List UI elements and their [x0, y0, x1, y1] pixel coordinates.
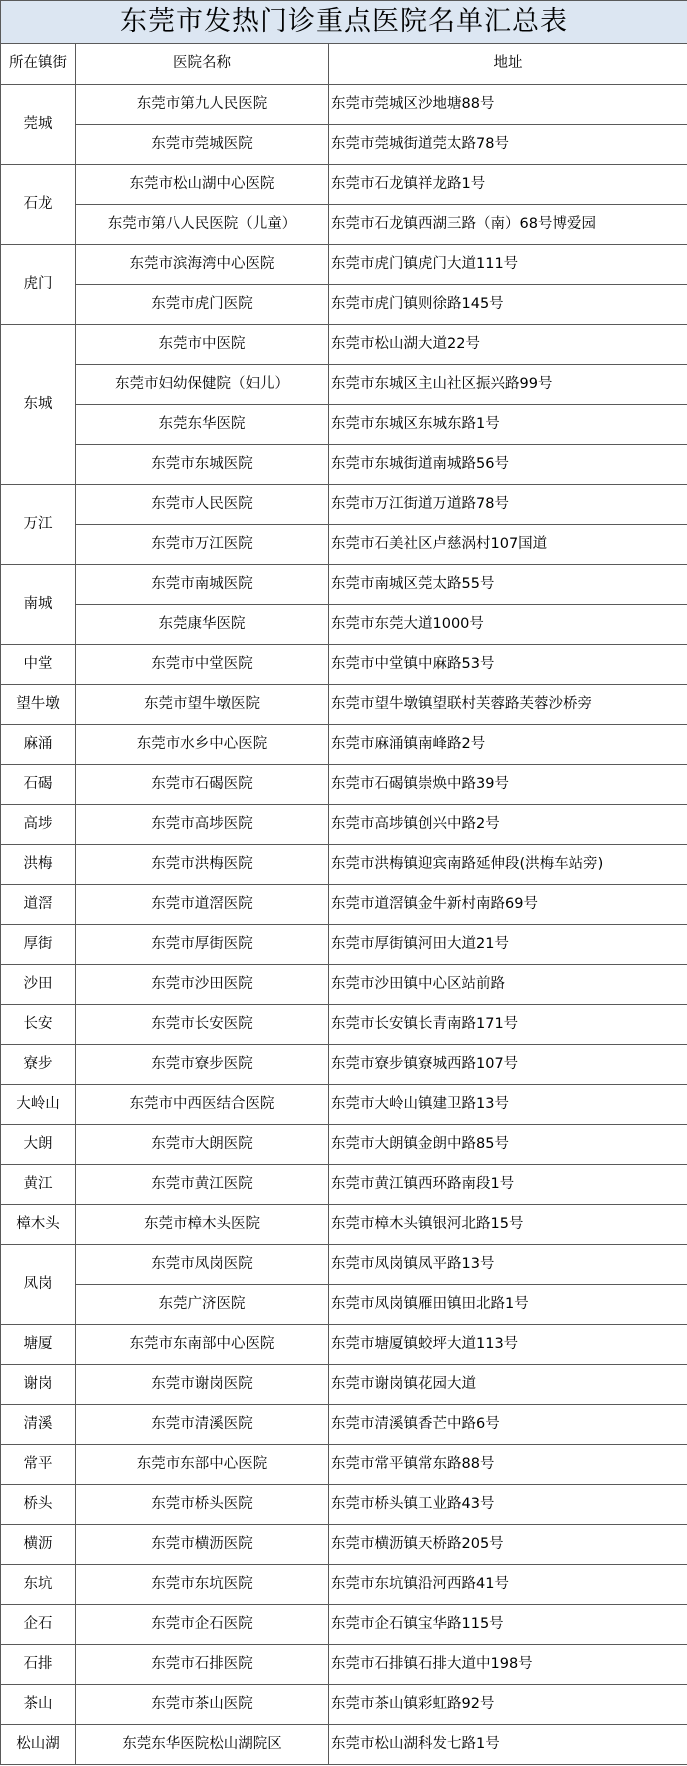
hospital-name-cell: 东莞市莞城医院 [76, 125, 329, 165]
town-cell: 企石 [1, 1605, 76, 1645]
table-row [1, 845, 687, 885]
town-cell: 常平 [1, 1445, 76, 1485]
table-row [1, 1605, 687, 1645]
hospital-name-cell: 东莞市沙田医院 [76, 965, 329, 1005]
town-cell: 茶山 [1, 1685, 76, 1725]
header-town: 所在镇街 [1, 44, 76, 85]
hospital-name-cell: 东莞市厚街医院 [76, 925, 329, 965]
address-cell: 东莞市凤岗镇雁田镇田北路1号 [329, 1285, 687, 1325]
town-cell: 道滘 [1, 885, 76, 925]
hospital-name-cell: 东莞市中医院 [76, 325, 329, 365]
address-cell: 东莞市莞城街道莞太路78号 [329, 125, 687, 165]
hospital-name-cell: 东莞市南城医院 [76, 565, 329, 605]
town-cell: 塘厦 [1, 1325, 76, 1365]
hospital-name-cell: 东莞康华医院 [76, 605, 329, 645]
address-cell: 东莞市厚街镇河田大道21号 [329, 925, 687, 965]
address-cell: 东莞市塘厦镇蛟坪大道113号 [329, 1325, 687, 1365]
table-row [1, 645, 687, 685]
table-row [1, 205, 687, 245]
table-row [1, 765, 687, 805]
town-cell: 望牛墩 [1, 685, 76, 725]
town-cell: 万江 [1, 485, 76, 565]
town-cell: 虎门 [1, 245, 76, 325]
address-cell: 东莞市南城区莞太路55号 [329, 565, 687, 605]
hospital-name-cell: 东莞市中堂医院 [76, 645, 329, 685]
table-row [1, 1445, 687, 1485]
address-cell: 东莞市沙田镇中心区站前路 [329, 965, 687, 1005]
table-row [1, 445, 687, 485]
hospital-name-cell: 东莞市长安医院 [76, 1005, 329, 1045]
address-cell: 东莞市樟木头镇银河北路15号 [329, 1205, 687, 1245]
town-cell: 黄江 [1, 1165, 76, 1205]
town-cell: 凤岗 [1, 1245, 76, 1325]
table-row [1, 1005, 687, 1045]
town-cell: 石碣 [1, 765, 76, 805]
address-cell: 东莞市石龙镇祥龙路1号 [329, 165, 687, 205]
address-cell: 东莞市凤岗镇凤平路13号 [329, 1245, 687, 1285]
table-row [1, 1565, 687, 1605]
address-cell: 东莞市东城街道南城路56号 [329, 445, 687, 485]
address-cell: 东莞市茶山镇彩虹路92号 [329, 1685, 687, 1725]
header-hospital: 医院名称 [76, 44, 329, 85]
address-cell: 东莞市松山湖大道22号 [329, 325, 687, 365]
address-cell: 东莞市长安镇长青南路171号 [329, 1005, 687, 1045]
table-row [1, 1045, 687, 1085]
table-row [1, 1685, 687, 1725]
address-cell: 东莞市大朗镇金朗中路85号 [329, 1125, 687, 1165]
hospital-name-cell: 东莞市高埗医院 [76, 805, 329, 845]
table-row [1, 365, 687, 405]
address-cell: 东莞市清溪镇香芒中路6号 [329, 1405, 687, 1445]
address-cell: 东莞市莞城区沙地塘88号 [329, 85, 687, 125]
town-cell: 厚街 [1, 925, 76, 965]
town-cell: 沙田 [1, 965, 76, 1005]
header-address: 地址 [329, 44, 687, 85]
table-row [1, 525, 687, 565]
table-row [1, 1325, 687, 1365]
table-row [1, 805, 687, 845]
hospital-name-cell: 东莞市大朗医院 [76, 1125, 329, 1165]
address-cell: 东莞市望牛墩镇望联村芙蓉路芙蓉沙桥旁 [329, 685, 687, 725]
table-row [1, 1285, 687, 1325]
town-cell: 中堂 [1, 645, 76, 685]
hospital-name-cell: 东莞市松山湖中心医院 [76, 165, 329, 205]
town-cell: 东城 [1, 325, 76, 485]
hospital-name-cell: 东莞市东城医院 [76, 445, 329, 485]
hospital-name-cell: 东莞市万江医院 [76, 525, 329, 565]
hospital-name-cell: 东莞东华医院松山湖院区 [76, 1725, 329, 1765]
hospital-name-cell: 东莞市滨海湾中心医院 [76, 245, 329, 285]
hospital-name-cell: 东莞市桥头医院 [76, 1485, 329, 1525]
town-cell: 莞城 [1, 85, 76, 165]
town-cell: 长安 [1, 1005, 76, 1045]
hospital-name-cell: 东莞市洪梅医院 [76, 845, 329, 885]
address-cell: 东莞市万江街道万道路78号 [329, 485, 687, 525]
address-cell: 东莞市松山湖科发七路1号 [329, 1725, 687, 1765]
address-cell: 东莞市中堂镇中麻路53号 [329, 645, 687, 685]
town-cell: 大朗 [1, 1125, 76, 1165]
town-cell: 谢岗 [1, 1365, 76, 1405]
town-cell: 桥头 [1, 1485, 76, 1525]
address-cell: 东莞市东城区主山社区振兴路99号 [329, 365, 687, 405]
town-cell: 高埗 [1, 805, 76, 845]
table-row [1, 485, 687, 525]
address-cell: 东莞市横沥镇天桥路205号 [329, 1525, 687, 1565]
town-cell: 南城 [1, 565, 76, 645]
address-cell: 东莞市寮步镇寮城西路107号 [329, 1045, 687, 1085]
table-row [1, 725, 687, 765]
address-cell: 东莞市大岭山镇建卫路13号 [329, 1085, 687, 1125]
hospital-name-cell: 东莞市樟木头医院 [76, 1205, 329, 1245]
address-cell: 东莞市道滘镇金牛新村南路69号 [329, 885, 687, 925]
town-cell: 松山湖 [1, 1725, 76, 1765]
table-row [1, 1405, 687, 1445]
address-cell: 东莞市东坑镇沿河西路41号 [329, 1565, 687, 1605]
hospital-name-cell: 东莞市横沥医院 [76, 1525, 329, 1565]
address-cell: 东莞市石龙镇西湖三路（南）68号博爱园 [329, 205, 687, 245]
hospital-name-cell: 东莞广济医院 [76, 1285, 329, 1325]
table-title: 东莞市发热门诊重点医院名单汇总表 [1, 1, 687, 44]
town-cell: 石龙 [1, 165, 76, 245]
address-cell: 东莞市高埗镇创兴中路2号 [329, 805, 687, 845]
town-cell: 樟木头 [1, 1205, 76, 1245]
hospital-name-cell: 东莞市道滘医院 [76, 885, 329, 925]
table-row [1, 1125, 687, 1165]
address-cell: 东莞市谢岗镇花园大道 [329, 1365, 687, 1405]
hospital-name-cell: 东莞市中西医结合医院 [76, 1085, 329, 1125]
hospital-name-cell: 东莞市望牛墩医院 [76, 685, 329, 725]
hospital-name-cell: 东莞市虎门医院 [76, 285, 329, 325]
table-row [1, 125, 687, 165]
table-row [1, 325, 687, 365]
town-cell: 清溪 [1, 1405, 76, 1445]
hospital-name-cell: 东莞市东南部中心医院 [76, 1325, 329, 1365]
table-row [1, 165, 687, 205]
address-cell: 东莞市石美社区卢慈涡村107国道 [329, 525, 687, 565]
address-cell: 东莞市黄江镇西环路南段1号 [329, 1165, 687, 1205]
table-row [1, 405, 687, 445]
header-row [1, 44, 687, 85]
table-row [1, 1725, 687, 1765]
address-cell: 东莞市石碣镇崇焕中路39号 [329, 765, 687, 805]
address-cell: 东莞市桥头镇工业路43号 [329, 1485, 687, 1525]
town-cell: 横沥 [1, 1525, 76, 1565]
town-cell: 寮步 [1, 1045, 76, 1085]
address-cell: 东莞市东莞大道1000号 [329, 605, 687, 645]
town-cell: 麻涌 [1, 725, 76, 765]
hospital-name-cell: 东莞市寮步医院 [76, 1045, 329, 1085]
table-row [1, 1165, 687, 1205]
address-cell: 东莞市常平镇常东路88号 [329, 1445, 687, 1485]
table-row [1, 1525, 687, 1565]
table-row [1, 605, 687, 645]
table-row [1, 925, 687, 965]
hospital-name-cell: 东莞市茶山医院 [76, 1685, 329, 1725]
hospital-name-cell: 东莞市东坑医院 [76, 1565, 329, 1605]
table-row [1, 685, 687, 725]
table-row [1, 85, 687, 125]
title-row [1, 1, 687, 44]
town-cell: 大岭山 [1, 1085, 76, 1125]
hospital-name-cell: 东莞市妇幼保健院（妇儿） [76, 365, 329, 405]
address-cell: 东莞市麻涌镇南峰路2号 [329, 725, 687, 765]
hospital-name-cell: 东莞市石排医院 [76, 1645, 329, 1685]
table-row [1, 245, 687, 285]
address-cell: 东莞市企石镇宝华路115号 [329, 1605, 687, 1645]
table-row [1, 565, 687, 605]
hospital-name-cell: 东莞市第八人民医院（儿童） [76, 205, 329, 245]
town-cell: 东坑 [1, 1565, 76, 1605]
hospital-name-cell: 东莞市东部中心医院 [76, 1445, 329, 1485]
hospital-name-cell: 东莞东华医院 [76, 405, 329, 445]
table-row [1, 1085, 687, 1125]
hospital-name-cell: 东莞市黄江医院 [76, 1165, 329, 1205]
address-cell: 东莞市东城区东城东路1号 [329, 405, 687, 445]
table-row [1, 1365, 687, 1405]
hospital-name-cell: 东莞市石碣医院 [76, 765, 329, 805]
table-row [1, 1205, 687, 1245]
table-row [1, 285, 687, 325]
town-cell: 石排 [1, 1645, 76, 1685]
hospital-name-cell: 东莞市企石医院 [76, 1605, 329, 1645]
address-cell: 东莞市虎门镇则徐路145号 [329, 285, 687, 325]
table-row [1, 965, 687, 1005]
table-row [1, 1245, 687, 1285]
table-body [1, 1, 687, 1765]
hospital-name-cell: 东莞市水乡中心医院 [76, 725, 329, 765]
address-cell: 东莞市洪梅镇迎宾南路延伸段(洪梅车站旁) [329, 845, 687, 885]
hospital-name-cell: 东莞市谢岗医院 [76, 1365, 329, 1405]
hospital-name-cell: 东莞市清溪医院 [76, 1405, 329, 1445]
table-row [1, 1485, 687, 1525]
town-cell: 洪梅 [1, 845, 76, 885]
address-cell: 东莞市虎门镇虎门大道111号 [329, 245, 687, 285]
hospital-name-cell: 东莞市第九人民医院 [76, 85, 329, 125]
hospital-name-cell: 东莞市凤岗医院 [76, 1245, 329, 1285]
address-cell: 东莞市石排镇石排大道中198号 [329, 1645, 687, 1685]
hospital-name-cell: 东莞市人民医院 [76, 485, 329, 525]
table-row [1, 885, 687, 925]
table-row [1, 1645, 687, 1685]
